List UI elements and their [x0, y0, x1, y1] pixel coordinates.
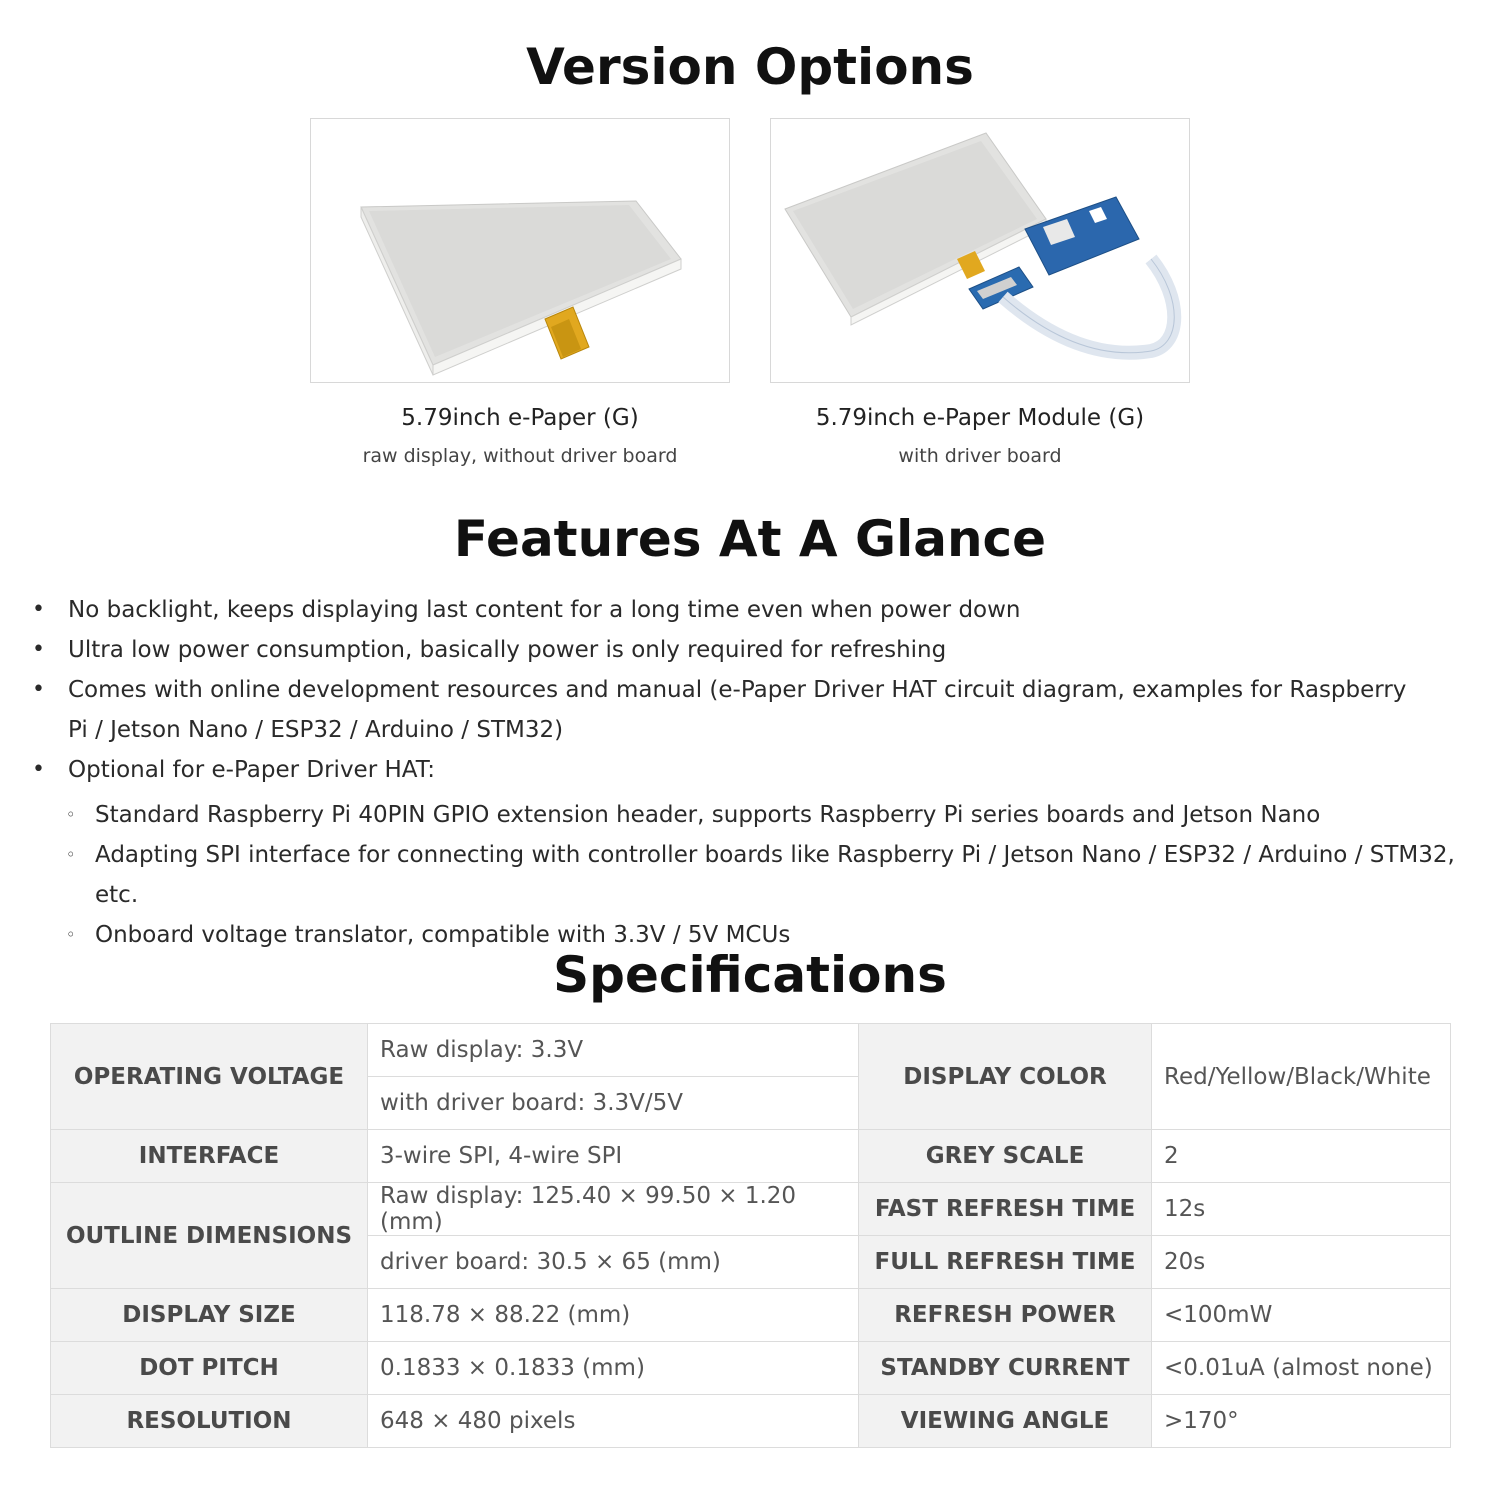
spec-value: 2: [1152, 1130, 1451, 1183]
specifications-title: Specifications: [553, 946, 947, 1004]
spec-label: REFRESH POWER: [859, 1289, 1152, 1342]
spec-value: 118.78 × 88.22 (mm): [368, 1289, 859, 1342]
spec-label: FULL REFRESH TIME: [859, 1236, 1152, 1289]
features-list: [0, 590, 1500, 955]
table-row: [51, 1395, 1451, 1448]
specifications-table: [50, 1023, 1451, 1448]
product-image-raw-display: [310, 118, 730, 383]
version-option-module: [770, 118, 1190, 467]
spec-value: 20s: [1152, 1236, 1451, 1289]
table-row: [51, 1024, 1451, 1077]
spec-label: OUTLINE DIMENSIONS: [51, 1183, 368, 1289]
version-option-raw: [310, 118, 730, 467]
spec-value: Raw display: 3.3V: [368, 1024, 859, 1077]
spec-value: with driver board: 3.3V/5V: [368, 1077, 859, 1130]
spec-label: INTERFACE: [51, 1130, 368, 1183]
feature-subitem: ◦ Onboard voltage translator, compatible with 3.3V / 5V MCUs: [0, 915, 1500, 955]
spec-value: driver board: 30.5 × 65 (mm): [368, 1236, 859, 1289]
feature-item: • Optional for e-Paper Driver HAT:: [0, 750, 1500, 790]
option-name: 5.79inch e-Paper Module (G): [815, 405, 1145, 431]
version-options-title: Version Options: [526, 38, 974, 96]
option-description: with driver board: [898, 445, 1062, 467]
spec-label: GREY SCALE: [859, 1130, 1152, 1183]
spec-value: <100mW: [1152, 1289, 1451, 1342]
feature-item: • Ultra low power consumption, basically power is only required for refreshing: [0, 630, 1500, 670]
table-row: [51, 1342, 1451, 1395]
table-row: [51, 1183, 1451, 1236]
spec-label: RESOLUTION: [51, 1395, 368, 1448]
product-image-module: [770, 118, 1190, 383]
spec-label: VIEWING ANGLE: [859, 1395, 1152, 1448]
spec-value: 0.1833 × 0.1833 (mm): [368, 1342, 859, 1395]
spec-label: DISPLAY COLOR: [859, 1024, 1152, 1130]
table-row: [51, 1130, 1451, 1183]
feature-item: • No backlight, keeps displaying last content for a long time even when power down: [0, 590, 1500, 630]
spec-label: OPERATING VOLTAGE: [51, 1024, 368, 1130]
spec-value: 648 × 480 pixels: [368, 1395, 859, 1448]
spec-value: 3-wire SPI, 4-wire SPI: [368, 1130, 859, 1183]
spec-label: DISPLAY SIZE: [51, 1289, 368, 1342]
spec-value: >170°: [1152, 1395, 1451, 1448]
option-name: 5.79inch e-Paper (G): [401, 405, 639, 431]
spec-value: Red/Yellow/Black/White: [1152, 1024, 1451, 1130]
spec-label: STANDBY CURRENT: [859, 1342, 1152, 1395]
spec-value: Raw display: 125.40 × 99.50 × 1.20 (mm): [368, 1183, 859, 1236]
feature-item: • Comes with online development resources and manual (e-Paper Driver HAT circuit diagram, examples for Raspberry Pi / Jetson Nano / ESP32 / Arduino / STM32): [0, 670, 1500, 750]
feature-subitem: ◦ Standard Raspberry Pi 40PIN GPIO extension header, supports Raspberry Pi series boards and Jetson Nano: [0, 795, 1500, 835]
table-row: [51, 1289, 1451, 1342]
spec-label: DOT PITCH: [51, 1342, 368, 1395]
spec-value: 12s: [1152, 1183, 1451, 1236]
option-description: raw display, without driver board: [362, 445, 678, 467]
spec-value: <0.01uA (almost none): [1152, 1342, 1451, 1395]
feature-subitem: ◦ Adapting SPI interface for connecting with controller boards like Raspberry Pi / Jetson Nano / ESP32 / Arduino / STM32, etc.: [0, 835, 1500, 915]
spec-label: FAST REFRESH TIME: [859, 1183, 1152, 1236]
features-title: Features At A Glance: [453, 510, 1047, 568]
